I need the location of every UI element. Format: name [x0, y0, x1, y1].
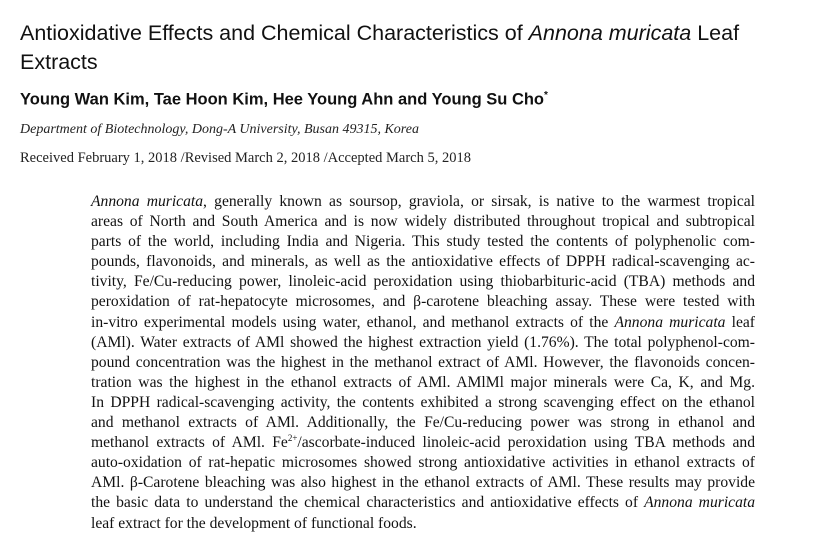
abstract-line: in-vitro experimental models using water, ethanol, and methanol extracts of the Annona muricata leaf — [91, 313, 755, 331]
title-text-post: Leaf — [691, 21, 740, 45]
abstract-line: In DPPH radical-scavenging activity, the contents exhibited a strong scavenging effect on the ethanol — [91, 393, 755, 411]
abstract-line: pound concentration was the highest in the methanol extract of AMl. However, the flavonoids concen- — [91, 353, 755, 371]
corresponding-author-mark: * — [544, 90, 548, 101]
abstract-line: leaf extract for the development of functional foods. — [91, 514, 417, 532]
abstract-line: areas of North and South America and is now widely distributed throughout tropical and subtropical — [91, 213, 755, 231]
species-name: Annona muricata — [614, 313, 726, 331]
affiliation: Department of Biotechnology, Dong-A University, Busan 49315, Korea — [20, 122, 419, 137]
abstract-line: peroxidation of rat-hepatocyte microsomes, and β-carotene bleaching assay. These were tested with — [91, 293, 755, 311]
abstract-line: Annona muricata, generally known as soursop, graviola, or sirsak, is native to the warmest tropical — [91, 193, 756, 210]
author-names: Young Wan Kim, Tae Hoon Kim, Hee Young Ahn and Young Su Cho — [20, 90, 545, 109]
abstract-line: the basic data to understand the chemical characteristics and antioxidative effects of Annona muricata — [91, 494, 755, 512]
abstract-line: tivity, Fe/Cu-reducing power, linoleic-acid peroxidation using thiobarbituric-acid (TBA) methods and — [91, 273, 755, 291]
abstract-line: pounds, flavonoids, and minerals, as well as the antioxidative effects of DPPH radical-scavenging ac- — [91, 253, 755, 271]
paper-title — [20, 19, 820, 77]
abstract-line: parts of the world, including India and Nigeria. This study tested the contents of polyphenolic com- — [91, 233, 755, 251]
abstract-line: (AMl). Water extracts of AMl showed the highest extraction yield (1.76%). The total polyphenol-com- — [91, 333, 755, 351]
title-species: Annona muricata — [528, 21, 692, 45]
superscript: 2+ — [287, 433, 298, 444]
author-list — [20, 90, 548, 110]
submission-dates: Received February 1, 2018 /Revised March 2, 2018 /Accepted March 5, 2018 — [20, 150, 471, 166]
title-text-pre: Antioxidative Effects and Chemical Characteristics of — [20, 21, 529, 45]
abstract-line: tration was the highest in the ethanol extracts of AMl. AMlMl major minerals were Ca, K, and Mg. — [91, 373, 755, 391]
title-line-2: Extracts — [20, 50, 98, 74]
abstract-line: auto-oxidation of rat-hepatic microsomes showed strong antioxidative activities in ethanol extracts of — [91, 454, 755, 472]
species-name: Annona muricata — [644, 494, 755, 512]
abstract — [91, 192, 755, 534]
abstract-line: AMl. β-Carotene bleaching was also highest in the ethanol extracts of AMl. These results may provide — [91, 474, 755, 492]
species-name: Annona muricata — [91, 193, 204, 210]
abstract-line: methanol extracts of AMl. $Fe^{2+}/ascorbate$-induced linoleic-acid peroxidation using TBA methods and — [91, 433, 755, 452]
abstract-line: and methanol extracts of AMl. Additionally, the Fe/Cu-reducing power was strong in ethanol and — [91, 414, 755, 432]
